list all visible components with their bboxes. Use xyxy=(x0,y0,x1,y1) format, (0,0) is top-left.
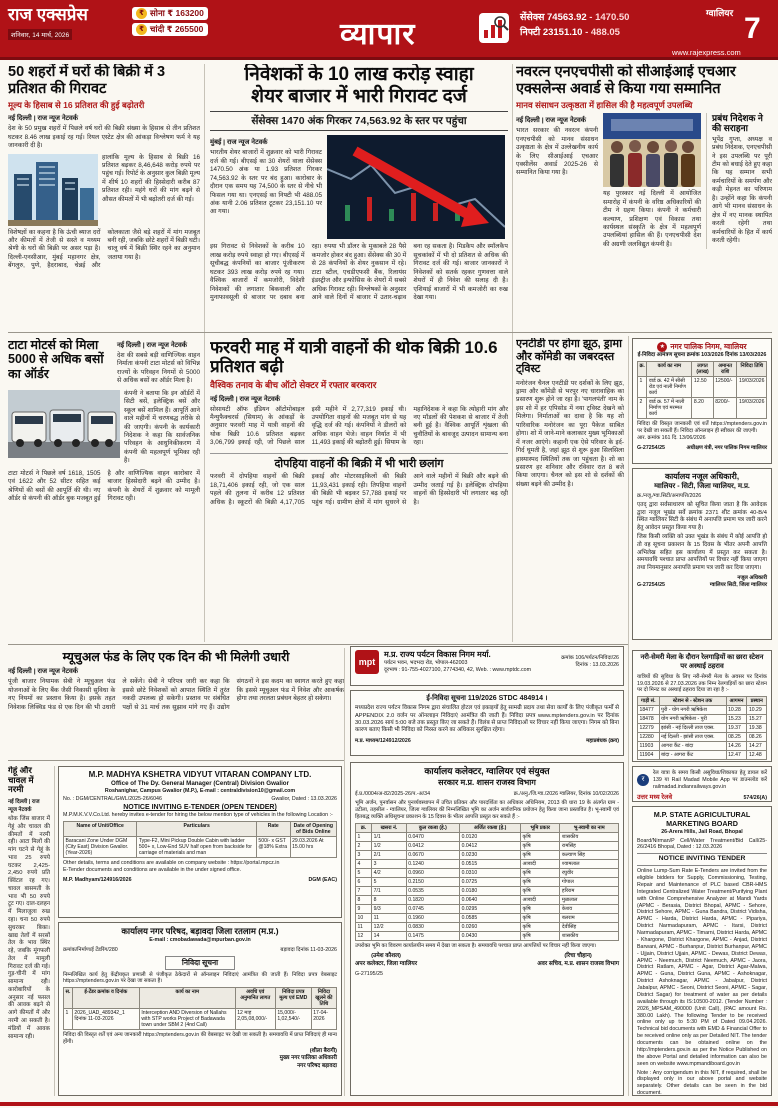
page-number: 7 xyxy=(744,12,761,45)
notice-body: भूमि अर्जन, पुनर्वासन और पुनर्व्यवस्थापन में उचित प्रतिकर और पारदर्शिता का अधिकार अधिनियम, 2013 की धारा 19 के अंतर्गत ग्राम - उटीला, तहसील - ग्वालियर, जिला ग्वालियर की निम्नलिखित भूमि का अर्जन सार्वजनिक प्रयोजन हेतु किया जाना प्रस्तावित है। भू-स्वामी एवं हितबद्ध व्यक्ति अधिसूचना प्रकाशन के 15 दिवस के भीतर आपत्ति प्रस्तुत कर सकते हैं :- xyxy=(355,799,619,820)
notice-signature-role: अवर सचिव, म.प्र. शासन राजस्व विभाग xyxy=(537,960,619,967)
article-body: भारत सरकार की नवरत्न कंपनी एनएचपीसी को मानव संसाधन उत्कृष्ठता के क्षेत्र में उल्लेखनीय कार्य के लिए सीआईआई एचआर एक्सीलेंस अवार्ड 2025-26 से सम्मानित किया गया है। xyxy=(516,127,598,177)
notice-title: नगर पालिक निगम, ग्वालियर xyxy=(670,342,747,352)
article-body: पूंजी बाजार नियामक सेबी ने म्यूचुअल फंड योजनाओं के लिए बैंक जैसी निकासी सुविधा के नए नियमों का प्रस्ताव किया है। इसके तहत निवेशक लिक्विड फंड से एक दिन की भी उधारी ले सकेंगे। सेबी ने परिपत्र जारी कर कहा कि इससे छोटे निवेशकों को आपात स्थिति में तुरंत नकदी उपलब्ध हो सकेगी। प्रस्ताव पर संबंधित पक्षों से 31 मार्च तक सुझाव मांगे गए हैं। उद्योग संगठनों ने इस कदम का स्वागत करते हुए कहा कि इससे म्यूचुअल फंड में निवेश और आकर्षक होगा तथा तरलता प्रबंधन बेहतर हो सकेगा। xyxy=(8,678,344,711)
notice-foot: निविदा की विस्तृत शर्तें एवं अन्य जानकारी https://mptenders.gov.in की वेबसाइट पर देखी जा सकती है। समयावधि में प्राप्त निविदाएं ही मान्य होंगी। xyxy=(63,1032,337,1046)
article-body: इस गिरावट से निवेशकों के करीब 10 लाख करोड़ रुपये स्वाहा हो गए। बीएसई में सूचीबद्ध कंपनियों का बाजार पूंजीकरण घटकर 393 लाख करोड़ रुपये रह गया। वैश्विक बाजारों में कमजोरी, विदेशी निवेशकों की लगातार बिकवाली और मुनाफावसूली से बाजार पर दबाव बना रहा। रुपया भी डॉलर के मुकाबले 28 पैसे कमजोर होकर बंद हुआ। सेंसेक्स की 30 में से 28 कंपनियों के शेयर नुकसान में रहे। टाटा स्टील, एचडीएफसी बैंक, रिलायंस इंडस्ट्रीज और इन्फोसिस के शेयरों में सबसे अधिक गिरावट रही। विश्लेषकों के अनुसार आने वाले दिनों में बाजार में उतार-चढ़ाव बना रह सकता है। मिडकैप और स्मॉलकैप सूचकांकों में भी दो प्रतिशत से अधिक की गिरावट दर्ज की गई। बाजार जानकारों ने निवेशकों को सतर्क रहकर गुणवत्ता वाले शेयरों में ही निवेश की सलाह दी है। एशियाई बाजारों में भी कमजोरी का रुख देखा गया। xyxy=(210,243,508,301)
notice-rail-madad xyxy=(632,766,772,802)
article-body: हालांकि मूल्य के हिसाब से बिक्री 16 प्रतिशत बढ़कर 8,46,648 करोड़ रुपये पर पहुंच गई। रिपोर्ट के अनुसार कुल बिक्री मूल्य में शीर्ष 10 शहरों की हिस्सेदारी करीब 87 प्रतिशत रही। महंगे घरों की मांग बढ़ने से औसत कीमतों में भी बढ़ोतरी दर्ज की गई। xyxy=(102,153,200,203)
gold-rate: सोना ₹ 163200 xyxy=(150,8,204,18)
vehicle-tender-table: Name of Unit/Office Particulars Rate Date of Opening of Bids Online Baracani Zone Under DGM (City East) Division Gwalior. (Year-2026) Type-F2, Mini Pickup Double Cabin with ladder 500+ x, Low-End SUV half open from backside for carriage of materials and man 500/- x GST @18% Extra 29.03.2026 At 15.00 hrs xyxy=(63,821,337,858)
notice-nagar-nigam xyxy=(632,338,772,464)
notice-ref: क्र./नजू./ग्वा.सिटी/अनापत्ति/2026 xyxy=(637,493,702,500)
article-headline-line2: शेयर बाजार में भारी गिरावट दर्ज xyxy=(251,85,467,107)
mpt-address: पर्यटन भवन, भदभदा रोड, भोपाल-462003 xyxy=(384,660,468,667)
mpt-contact: दूरभाष : 91-755-4027100, 2774340, 42, Web. : www.mptdc.com xyxy=(384,667,532,674)
notice-ref: म.प्र. माध्यम/124912/2026 xyxy=(355,737,411,744)
article-headline: फरवरी माह में यात्री वाहनों की थोक बिक्री 10.6 प्रतिशत बढ़ी xyxy=(210,338,498,377)
article-subhead: वैश्विक तनाव के बीच ऑटो सेक्टर में रफ्तार बरकरार xyxy=(210,379,377,390)
agri-org-name: M.P. STATE AGRICULTURAL MARKETING BOARD xyxy=(653,810,751,829)
notice-foot: Other details, terms and conditions are available on company website : https://portal.mpcz.in xyxy=(63,860,280,867)
notice-subtitle: ई-निविदा आमंत्रण सूचना क्रमांक 103/2026 दिनांक 13/03/2026 xyxy=(637,352,767,358)
article-auto-sales xyxy=(210,338,508,640)
brand-name: राज एक्सप्रेस xyxy=(8,5,88,24)
article-tata-buses xyxy=(8,338,200,640)
nifty-row xyxy=(520,25,629,40)
article-body: मनोरंजन चैनल एनटीडी पर दर्शकों के लिए झूठ, ड्रामा और कॉमेडी से भरपूर नए धारावाहिक का प्रसारण शुरू होने जा रहा है। 'पागलपंती' नाम के इस शो में हर एपिसोड में नया ट्विस्ट देखने को मिलेगा। निर्माताओं का दावा है कि यह शो पारिवारिक मनोरंजन का पूरा पैकेज साबित होगा। शो में जाने-माने कलाकार मुख्य भूमिकाओं में नजर आएंगे। कहानी एक ऐसे परिवार के इर्द-गिर्द घूमती है, जहां झूठ से शुरू हुआ सिलसिला हास्यास्पद स्थितियों तक जा पहुंचता है। शो का प्रसारण हर शनिवार और रविवार रात 8 बजे किया जाएगा। चैनल को इस शो से दर्शकों की संख्या बढ़ने की उम्मीद है। xyxy=(516,379,624,488)
notice-date: बड़ावदा दिनांक 11-03-2026 xyxy=(280,946,337,953)
column-rule xyxy=(344,648,345,1096)
article-body: देश के 50 प्रमुख शहरों में पिछले वर्ष घरों की बिक्री संख्या के हिसाब से तीन प्रतिशत घटकर 8.46 लाख इकाई रह गई। रियल एस्टेट क्षेत्र की आंकड़ा विश्लेषण फर्म ने यह जानकारी दी है। xyxy=(8,125,200,150)
article-dateline: नई दिल्ली | राज न्यूज नेटवर्क xyxy=(8,799,40,814)
notice-heading: निविदा सूचना xyxy=(165,956,235,970)
notice-title: ई-निविदा सूचना 119/2026 STDC 484914 । xyxy=(426,695,548,702)
sensex-value: सेंसेक्स 74563.92 xyxy=(520,12,587,23)
notice-mpt-header xyxy=(350,646,624,686)
article-dateline: नई दिल्ली | राज न्यूज नेटवर्क xyxy=(8,115,79,123)
notice-title: नरी-सेमरी मेला के दौरान रेलगाड़ियों का छारा स्टेशन पर अस्थाई ठहराव xyxy=(640,654,764,670)
article-dateline: नई दिल्ली | राज न्यूज नेटवर्क xyxy=(210,395,281,403)
article-headline: गेहूं और चावल में नरमी xyxy=(8,766,34,795)
gold-coin-icon: ₹ xyxy=(136,8,147,19)
column-rule xyxy=(512,64,513,642)
train-halt-table: गाड़ी सं. स्टेशन से - स्टेशन तक आगमन प्रस्थान 18477 पुरी - योग नगरी ऋषिकेश 10.28 10.29 18478 योग नगरी ऋषिकेश - पुरी 15.23 15.27 12279 झांसी - नई दिल्ली ताज एक्स. 19.37 19.38 12280 नई दिल्ली - झांसी ताज एक्स. 08.25 08.26 11903 आगरा कैंट - बांदा 14.26 14.27 11904 बांदा - आगरा कैंट 12.47 12.48 xyxy=(637,696,767,760)
website-url: www.rajexpress.com xyxy=(672,48,741,57)
section-title: व्यापार xyxy=(340,18,416,51)
buses-photo xyxy=(8,390,120,458)
column-rule xyxy=(204,64,205,642)
article-headline-line1: निवेशकों के 10 लाख करोड़ स्वाहा xyxy=(244,64,474,85)
notice-collector xyxy=(350,762,624,1096)
notice-gazette-number: G-27195/25 xyxy=(355,970,383,977)
subarticle-headline: दोपहिया वाहनों की बिक्री में भी भारी छलांग xyxy=(210,453,508,471)
silver-rate-pill xyxy=(132,23,208,36)
mpt-ref: क्रमांक 106/पर्यटन/निविदा/26 xyxy=(561,655,619,662)
notice-badawada xyxy=(58,922,342,1096)
notice-signature-name: (शीला बैरागी) xyxy=(309,1048,337,1055)
company-office: Office of The Dy. General Manager (Central) Division Gwalior xyxy=(111,780,289,788)
column-rule xyxy=(54,766,55,1096)
notice-ref: क्र./अनु./जि.ग्वा./2026 ग्वालियर, दिनांक 10/02/2026 xyxy=(513,791,619,798)
metal-rates xyxy=(132,7,208,39)
agri-ref: Board/Nirman/P Cell/Water Treatment/Bid Call/25-26/2416 Bhopal, Dated : 12.03.2026 xyxy=(637,837,767,851)
notice-ref: No. : DGM/CENTRAL/GWL/2025-26/6046 xyxy=(63,796,162,803)
article-body: टाटा मोटर्स ने पिछले वर्ष 1618, 1505 एवं 1622 और 52 सीटर सहित कई श्रेणियों की बसों की आपूर्ति की थी। नए ऑर्डर से कंपनी की ऑर्डर बुक मजबूत हुई है और वाणिज्यिक वाहन कारोबार में बाजार हिस्सेदारी बढ़ने की उम्मीद है। कंपनी के शेयरों में शुक्रवार को मामूली गिरावट रही। xyxy=(8,469,200,502)
notice-title-line2: सरकार म.प्र. शासन राजस्व विभाग xyxy=(438,777,536,787)
notice-title: NOTICE INVITING E-TENDER (OPEN TENDER) xyxy=(123,804,277,812)
notice-title-line2: ग्वालियर - सिटी, जिला ग्वालियर, म.प्र. xyxy=(654,483,750,491)
article-market-crash xyxy=(210,64,508,330)
market-indices xyxy=(520,10,629,40)
nifty-change: - 488.05 xyxy=(585,27,620,39)
section-rule xyxy=(8,644,628,645)
sensex-change: - 1470.50 xyxy=(589,12,630,23)
section-rule xyxy=(8,760,344,761)
section-rule xyxy=(8,332,772,333)
notice-body: जिस किसी व्यक्ति को उक्त भूखंड के संबंध में कोई आपत्ति हो तो वह सूचना प्रकाशन के 15 दिवस के भीतर अपनी आपत्ति अभिलेख सहित इस कार्यालय में प्रस्तुत कर सकता है। समयावधि पश्चात प्राप्त आपत्तियों पर विचार नहीं किया जाएगा तथा नियमानुसार अनापत्ति प्रमाण पत्र जारी कर दिया जाएगा। xyxy=(637,534,767,571)
notice-mpmkvv xyxy=(58,766,342,918)
article-body: यह पुरस्कार नई दिल्ली में आयोजित समारोह में कंपनी के वरिष्ठ अधिकारियों की टीम ने ग्रहण किया। कंपनी ने कर्मचारी कल्याण, प्रशिक्षण एवं विकास तथा कार्यस्थल संस्कृति के क्षेत्र में महत्वपूर्ण उपलब्धियां हासिल की हैं। एनएचपीसी देश की अग्रणी जलविद्युत कंपनी है। xyxy=(603,190,701,248)
edition-date: शनिवार, 14 मार्च, 2026 xyxy=(8,29,72,40)
article-dateline: नई दिल्ली | राज न्यूज नेटवर्क xyxy=(8,668,79,676)
notice-signature: अधीक्षण यंत्री, नगर पालिक निगम ग्वालियर xyxy=(686,444,767,451)
notice-body: मध्यप्रदेश राज्य पर्यटन विकास निगम द्वारा संचालित होटल एवं इकाइयों हेतु सामग्री प्रदाय तथा सेवा कार्यों के लिए पंजीकृत फर्मों से APPENDIX 2.0 वर्जन पर ऑनलाइन निविदाएं आमंत्रित की जाती हैं। निविदा प्रपत्र www.mptenders.gov.in पर दिनांक 30.03.2026 सायं 5:00 बजे तक प्रस्तुत किए जा सकते हैं। विलंब से प्राप्त निविदाओं पर विचार नहीं किया जाएगा। निगम को बिना कारण बताए किसी भी निविदा को निरस्त करने का अधिकार सुरक्षित रहेगा। xyxy=(355,705,619,734)
mpt-date: दिनांक : 13.03.2026 xyxy=(575,662,619,669)
municipal-emblem-icon: ★ xyxy=(657,342,667,352)
railway-org-name: उत्तर मध्य रेलवे xyxy=(637,793,673,801)
silver-coin-icon: ₹ xyxy=(136,24,147,35)
notice-title-line1: कार्यालय कलेक्टर, ग्वालियर एवं संयुक्त xyxy=(424,766,550,776)
masthead xyxy=(0,0,778,60)
article-dateline: नई दिल्ली | राज न्यूज नेटवर्क xyxy=(516,117,587,125)
article-subhead: सेंसेक्स 1470 अंक गिरकर 74,563.92 के स्तर पर पहुंचा xyxy=(210,111,508,131)
mpt-org-name: म.प्र. राज्य पर्यटन विकास निगम मर्या. xyxy=(384,650,491,659)
notice-title-line1: कार्यालय नजूल अधिकारी, xyxy=(664,472,740,481)
article-body: थोक जिंस बाजार में गेहूं और चावल की कीमतों में नरमी रही। आटा मिलों की मांग घटने से गेहूं के भाव 25 रुपये घटकर 2,425-2,450 रुपये प्रति क्विंटल रह गए। चावल बासमती के भाव भी 50 रुपये टूट गए। दाल-दलहन में मिलाजुला रुख रहा। चना 50 रुपये सुधरकर बिका। खाद्य तेलों में सरसों तेल के भाव स्थिर रहे, जबकि मूंगफली तेल में मामूली गिरावट दर्ज की गई। गुड़-चीनी में मांग सामान्य रही। कारोबारियों के अनुसार नई फसल की आवक बढ़ने से आगे कीमतों में और नरमी आ सकती है। मंडियों में आवक सामान्य रही। xyxy=(8,816,50,1040)
notice-body: एतद् द्वारा सर्वसाधारण को सूचित किया जाता है कि आवेदक द्वारा नजूल भूखंड सर्वे क्रमांक 2371 शीट क्रमांक 40-B/4 स्थित ग्वालियर सिटी के संबंध में अनापत्ति प्रमाण पत्र जारी करने हेतु आवेदन प्रस्तुत किया गया है। xyxy=(637,502,767,531)
article-headline: एनटीडी पर होगा झूठ, ड्रामा और कॉमेडी का जबरदस्त ट्विस्ट xyxy=(516,338,622,376)
notice-signature-role: मुख्य नगर पालिका अधिकारी xyxy=(279,1055,337,1062)
article-headline: 50 शहरों में घरों की बिक्री में 3 प्रतिशत की गिरावट xyxy=(8,64,166,97)
column-rule xyxy=(628,336,629,1096)
brand-logo xyxy=(8,6,88,42)
mpt-logo: mpt xyxy=(355,650,379,674)
article-subhead: मूल्य के हिसाब से 16 प्रतिशत की हुई बढ़ोतरी xyxy=(8,100,145,111)
notice-note: Note : Any corrigendum in this NIT, if required, shall be displayed only in our above portal and website separately. Other details can be seen in the bid document. xyxy=(637,1069,767,1096)
notice-ref: क्रमांक/निर्माण/ई टेंडरिंग/280 xyxy=(63,946,118,953)
article-body: विशेषज्ञों का कहना है कि ऊंची ब्याज दरों और कीमतों में तेजी से सस्ते व मध्यम श्रेणी के घरों की बिक्री पर असर पड़ा है। दिल्ली-एनसीआर, मुंबई महानगर क्षेत्र, बेंगलुरु, पुणे, हैदराबाद, चेन्नई और कोलकाता जैसे बड़े शहरों में मांग मजबूत बनी रही, जबकि छोटे शहरों में बिक्री घटी। चालू वर्ष में बिक्री स्थिर रहने का अनुमान जताया गया है। xyxy=(8,228,200,270)
agri-address: 26-Arera Hills, Jail Road, Bhopal xyxy=(661,828,743,835)
notice-intro: निम्नलिखित कार्य हेतु केंद्रीयकृत प्रणाली से पंजीकृत ठेकेदारों से ऑनलाइन निविदाएं आमंत्रित की जाती हैं। निविदा प्रपत्र वेबसाइट https://mptenders.gov.in पर देखा जा सकता है। xyxy=(63,971,337,985)
sidebar-title: प्रबंध निदेशक ने की सराहना xyxy=(712,113,763,134)
notice-intro: M.P.M.K.V.V.Co.Ltd. hereby invites e-tender for hiring the below mention type of vehicles in the following Location :- xyxy=(63,812,333,819)
notice-email: E-mail : cmobadawada@mpurban.gov.in xyxy=(149,937,251,944)
notice-mela-halt xyxy=(632,650,772,762)
rail-madad-text: रेल यात्रा के समय किसी असुविधा/शिकायत हेतु डायल करें 139 या Rail Madad Mobile App पर डाउनलोड करें railmadad.indianrailways.gov.in xyxy=(653,770,767,790)
notice-ref: M.P. Madhyam/124916/2026 xyxy=(63,876,132,883)
works-tender-table: स. ई-टेंडर क्रमांक व दिनांक कार्य का नाम अवधि एवं अनुमानित लागत निविदा प्रपत्र मूल्य एवं EMD निविदा खुलने की तिथि 1 2026_UAD_489342_1 दिनांक 11-03-2026 Interception AND Diversion of Nallahs with STP works Project of Badawada town under SBM 2 (4nd Call) 12 माह 2,05,08,000/- 15,000/- 1,02,540/- 17-04-2026 xyxy=(63,987,337,1030)
notice-gazette-number: 574/26(A) xyxy=(743,795,767,802)
notice-gazette-number: G-27254/25 xyxy=(637,582,665,589)
company-name: M.P. MADHYA KSHETRA VIDYUT VITARAN COMPANY LTD. xyxy=(88,770,312,779)
article-headline: नवरत्न एनएचपीसी को सीआईआई एचआर एक्सलेन्स अवार्ड से किया गया सम्मानित xyxy=(516,64,736,97)
sidebar-body: भूपेंद्र गुप्ता, अध्यक्ष व प्रबंध निदेशक, एनएचपीसी ने इस उपलब्धि पर पूरी टीम को बधाई देते हुए कहा कि यह सम्मान सभी कर्मचारियों के समर्पण और कड़ी मेहनत का परिणाम है। उन्होंने कहा कि कंपनी आगे भी मानव संसाधन के क्षेत्र में नए मानक स्थापित करती रहेगी तथा कर्मचारियों के हित में कार्य करती रहेगी। xyxy=(712,135,772,244)
market-crash-photo xyxy=(327,135,505,239)
article-body: कंपनी ने बताया कि इन ऑर्डरों में सिटी बसें, इलेक्ट्रिक बसें और स्कूल बसें शामिल हैं। आपूर्ति आने वाले महीनों में चरणबद्ध तरीके से की जाएगी। कंपनी के कार्यकारी निदेशक ने कहा कि सार्वजनिक परिवहन के आधुनिकीकरण में कंपनी की महत्वपूर्ण भूमिका रही है। xyxy=(124,389,200,465)
notice-note: निविदा की विस्तृत जानकारी एवं शर्तें https://mptenders.gov.in पर देखी जा सकती हैं। निविदा ऑनलाइन ही स्वीकार की जाएगी। xyxy=(637,421,767,434)
notice-signature: नजूल अधिकारी xyxy=(737,575,767,582)
notice-nazul xyxy=(632,468,772,640)
notice-signature-name: (रिचा चौहान) xyxy=(564,953,592,960)
notice-signature-name: (उमेश कौशल) xyxy=(371,953,401,960)
notice-signature-role: अपर कलेक्टर, जिला ग्वालियर xyxy=(355,960,418,967)
notice-signature: DGM (EAC) xyxy=(308,876,337,883)
article-housing xyxy=(8,64,200,330)
article-body: देश की सबसे बड़ी वाणिज्यिक वाहन निर्माता कंपनी टाटा मोटर्स को विभिन्न राज्यों के परिवहन निगमों से 5000 से अधिक बसों का ऑर्डर मिला है। xyxy=(117,352,200,385)
railway-logo-icon: र xyxy=(637,774,649,786)
notice-agri-board xyxy=(632,806,772,1096)
article-dateline: नई दिल्ली | राज न्यूज नेटवर्क xyxy=(117,342,188,349)
edition-city: ग्वालियर xyxy=(706,8,734,18)
gold-rate-pill xyxy=(132,7,208,20)
notice-ref: ई.प्र./0004/अ-82/2025-26/प.-अ/34 xyxy=(355,791,431,798)
article-body: भारतीय शेयर बाजारों में शुक्रवार को भारी गिरावट दर्ज की गई। बीएसई का 30 शेयरों वाला सेंसेक्स 1470.50 अंक या 1.93 प्रतिशत गिरकर 74,563.92 के स्तर पर बंद हुआ। कारोबार के दौरान एक समय यह 74,500 के स्तर से नीचे भी फिसल गया था। एनएसई का निफ्टी भी 488.05 अंक यानी 2.06 प्रतिशत टूटकर 23,151.10 पर आ गया। xyxy=(210,149,322,216)
nifty-value: निफ्टी 23151.10 xyxy=(520,27,583,39)
article-headline: म्यूचुअल फंड के लिए एक दिन की भी मिलेगी उधारी xyxy=(62,650,290,664)
notice-gazette-number: G-27254/25 xyxy=(637,444,665,451)
notice-signature-role: ग्वालियर सिटी, जिला ग्वालियर xyxy=(709,582,767,589)
silver-rate: चांदी ₹ 265500 xyxy=(150,24,204,34)
article-subhead: मानव संसाधन उत्कृष्ठता में हासिल की है महत्वपूर्ण उपलब्धि xyxy=(516,100,693,111)
notice-title: NOTICE INVITING TENDER xyxy=(637,853,767,866)
notice-intro: यात्रियों की सुविधा के लिए नरी-सेमरी मेला के अवसर पर दिनांक 19.03.2026 से 27.03.2026 तक निम्न रेलगाड़ियों का छारा स्टेशन पर दो मिनट का अस्थाई ठहराव दिया जा रहा है :- xyxy=(637,673,767,694)
article-ntd-show xyxy=(516,338,624,640)
notice-signature-org: नगर परिषद बड़ावदा xyxy=(297,1062,337,1069)
article-mutual-fund xyxy=(8,650,344,756)
footer-rule xyxy=(0,1102,778,1106)
notice-title: कार्यालय नगर परिषद, बड़ावदा जिला रतलाम (म.प्र.) xyxy=(121,926,279,936)
sensex-row xyxy=(520,10,629,25)
article-dateline: मुंबई | राज न्यूज नेटवर्क xyxy=(210,139,268,147)
article-nhpc-award xyxy=(516,64,772,330)
article-wheat-rice xyxy=(8,766,50,1096)
article-headline: टाटा मोटर्स को मिला 5000 से अधिक बसों का ऑर्डर xyxy=(8,338,104,381)
notice-signature: महाप्रबंधक (क्रय) xyxy=(586,737,619,744)
subarticle-body: फरवरी में दोपहिया वाहनों की बिक्री 18,71,406 इकाई रही, जो एक साल पहले की तुलना में करीब 12 प्रतिशत अधिक है। स्कूटरों की बिक्री 4,17,705 इकाई और मोटरसाइकिलों की बिक्री 11,93,431 इकाई रही। तिपहिया वाहनों की बिक्री भी बढ़कर 57,788 इकाई पर पहुंच गई। ग्रामीण क्षेत्रों में मांग सुधरने से आने वाले महीनों में बिक्री और बढ़ने की उम्मीद जताई गई है। इलेक्ट्रिक दोपहिया वाहनों की हिस्सेदारी भी लगातार बढ़ रही है। xyxy=(210,473,508,506)
tender-table: क्र. कार्य का नाम लागत (लाख) अमानत राशि निविदा तिथि 1 वार्ड क्र. 42 में सीसी रोड एवं नाली निर्माण कार्य 12.50 12500/- 19/03/2026 2 वार्ड क्र. 57 में नाली निर्माण एवं मरम्मत कार्य 8.20 8200/- 19/03/2026 xyxy=(637,361,767,419)
award-ceremony-photo xyxy=(603,113,701,187)
housing-photo xyxy=(8,154,98,226)
notice-note: उपरोक्त भूमि का विवरण कार्यालयीन समय में देखा जा सकता है। समयावधि पश्चात प्राप्त आपत्तियों पर विचार नहीं किया जाएगा। xyxy=(355,942,597,949)
article-body: सोसायटी ऑफ इंडियन ऑटोमोबाइल मैन्युफैक्चरर्स (सियाम) के आंकड़ों के अनुसार फरवरी माह में यात्री वाहनों की थोक बिक्री 10.6 प्रतिशत बढ़कर 3,06,799 इकाई रही, जो पिछले साल इसी महीने में 2,77,319 इकाई थी। उपयोगिता वाहनों की मजबूत मांग से यह वृद्धि दर्ज की गई। कंपनियों ने डीलरों को अधिक वाहन भेजे। वाहन निर्यात में भी 11,493 इकाई की बढ़ोतरी हुई। सियाम के महानिदेशक ने कहा कि त्योहारी मांग और नए मॉडलों की पेशकश से बाजार में तेजी बनी हुई है। वैश्विक आपूर्ति शृंखला की चुनौतियों के बावजूद उत्पादन सामान्य बना रहा। xyxy=(210,405,508,447)
notice-date: Gwalior, Dated : 13.03.2026 xyxy=(271,796,337,803)
land-acquisition-table: क्र. खसरा नं. कुल रकबा (हे.) अर्जित रकबा (हे.) भूमि प्रकार भू-स्वामी का नाम 1 1/1 0.0470 0.0120 कृषि शासकीय 2 1/2 0.0412 0.0412 कृषि रामसिंह 3 2/1 0.0670 0.0230 कृषि कल्याण सिंह 4 3 0.1240 0.0515 आबादी श्यामलाल 5 4/2 0.0960 0.0310 कृषि रघुवीर 6 5 0.2150 0.0725 कृषि गोपाल 7 7/1 0.0535 0.0180 कृषि हरिराम 8 8 0.1820 0.0640 आबादी मुन्नालाल 9 9/3 0.0745 0.0295 कृषि केशव 10 11 0.1960 0.0585 कृषि बलराम 11 12/2 0.0830 0.0260 कृषि देवीसिंह 12 14 0.1475 0.0430 कृषि शासकीय xyxy=(355,823,619,941)
notice-tender-119 xyxy=(350,690,624,756)
notice-foot: E-Tender documents and conditions are available in the under signed office. xyxy=(63,867,242,874)
notice-body: Online Lump-Sum Rate E-Tenders are invited from the eligible bidders for Supply, Commissioning, Testing, Repair and Maintenance of PLC based CBR-HMS Integrated Centralized Water Treatment/Purifying Plant with Online Comprehensive Analyzer at Mandi Yards (APMC - Berasia, District Bhopal, APMC - Sehore, District Sehore, APMC - Guna Bandra, District Vidisha, APMC - Harda, District Harda, APMC - Pipariya, District Narmadapuram, APMC - Itarsi, District Narmadapuram, APMC - Timarni, District Harda, APMC - Khargone, District Khargone, APMC - Anjad, District Barwani, APMC - Burhanpur, District Burhanpur, APMC - Ujjain, District Ujjain, APMC - Dewas, District Dewas, APMC - Neemuch, District Neemuch, APMC - Jaora, District Ratlam, APMC - Agar, District Agar-Malwa, APMC - Guna, District Guna, APMC - Ashoknagar, District Ashoknagar, APMC - Jabalpur, District Jabalpur, APMC - Seoni, District Seoni, APMC - Sagar, District Sagar) for treatment of water as per details available through its IS:10500-2012. (Tender Number : 2026_MPSAM_490000 (Unit Call), (PAC amount Rs. 380.00 Lakh). The following Tender to be received online only up to 5:30 PM of Dated 09.04.2026. Technical bid documents with EMD & Financial Offer to be received online only as per Detailed NIT. The tender documents can be obtained online on the http://mptenders.gov.in as per the Notice Published on the above Portal and detailed information can also be seen on website www.mpmandiboard.gov.in xyxy=(637,868,767,1067)
market-chart-icon xyxy=(478,12,510,44)
company-address: Roshanighar, Campus Gwalior (M.P.), E-mail : centraldivision10@gmail.com xyxy=(104,788,296,795)
notice-ref: आर. क्रमांक 161 दि. 13/06/2026 xyxy=(637,434,706,441)
